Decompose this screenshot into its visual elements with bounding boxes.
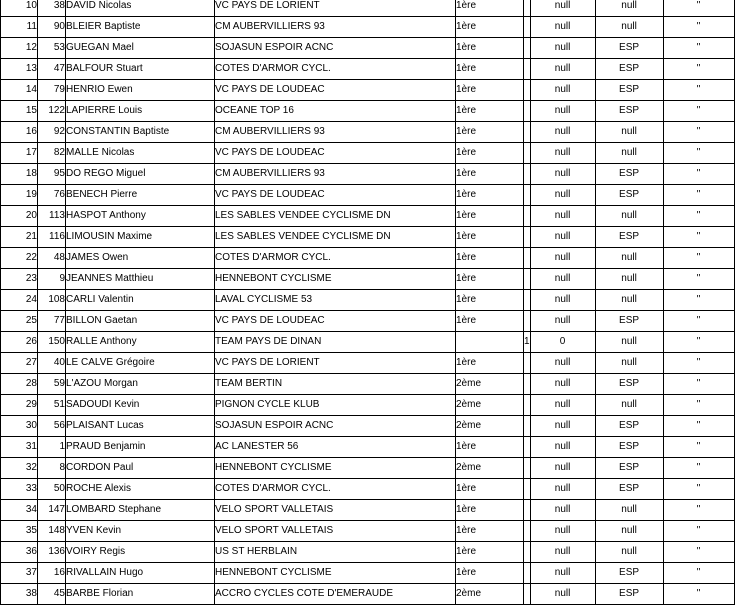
ditto-cell: " bbox=[663, 332, 734, 353]
table-row bbox=[1, 353, 735, 374]
field-1-cell: null bbox=[530, 500, 595, 521]
rank-cell: 34 bbox=[1, 500, 38, 521]
team-cell: OCEANE TOP 16 bbox=[215, 101, 456, 122]
field-1-cell: null bbox=[530, 269, 595, 290]
category-cell: 1ère bbox=[456, 185, 524, 206]
rank-cell: 11 bbox=[1, 17, 38, 38]
category-cell: 1ère bbox=[456, 542, 524, 563]
field-2-cell: ESP bbox=[595, 479, 663, 500]
table-row bbox=[1, 38, 735, 59]
table-row bbox=[1, 563, 735, 584]
field-2-cell: null bbox=[595, 353, 663, 374]
ditto-cell: " bbox=[663, 122, 734, 143]
team-cell: LES SABLES VENDEE CYCLISME DN bbox=[215, 227, 456, 248]
rider-name-cell: HASPOT Anthony bbox=[66, 206, 215, 227]
field-2-cell: ESP bbox=[595, 374, 663, 395]
bib-cell: 56 bbox=[38, 416, 66, 437]
team-cell: HENNEBONT CYCLISME bbox=[215, 563, 456, 584]
ditto-cell: " bbox=[663, 269, 734, 290]
rank-cell: 14 bbox=[1, 80, 38, 101]
team-cell: HENNEBONT CYCLISME bbox=[215, 458, 456, 479]
field-2-cell: ESP bbox=[595, 311, 663, 332]
rider-name-cell: ROCHE Alexis bbox=[66, 479, 215, 500]
field-2-cell: null bbox=[595, 521, 663, 542]
field-2-cell: null bbox=[595, 17, 663, 38]
category-cell: 1ère bbox=[456, 248, 524, 269]
bib-cell: 9 bbox=[38, 269, 66, 290]
category-cell: 2ème bbox=[456, 416, 524, 437]
team-cell: VC PAYS DE LOUDEAC bbox=[215, 80, 456, 101]
team-cell: COTES D'ARMOR CYCL. bbox=[215, 248, 456, 269]
rider-name-cell: DO REGO Miguel bbox=[66, 164, 215, 185]
category-cell: 1ère bbox=[456, 0, 524, 17]
field-2-cell: ESP bbox=[595, 416, 663, 437]
field-2-cell: null bbox=[595, 248, 663, 269]
points-cell: 1 bbox=[524, 332, 531, 353]
field-2-cell: ESP bbox=[595, 437, 663, 458]
team-cell: CM AUBERVILLIERS 93 bbox=[215, 122, 456, 143]
bib-cell: 79 bbox=[38, 80, 66, 101]
category-cell: 1ère bbox=[456, 521, 524, 542]
category-cell: 1ère bbox=[456, 437, 524, 458]
ditto-cell: " bbox=[663, 227, 734, 248]
rider-name-cell: LE CALVE Grégoire bbox=[66, 353, 215, 374]
field-2-cell: null bbox=[595, 0, 663, 17]
field-1-cell: null bbox=[530, 563, 595, 584]
category-cell: 1ère bbox=[456, 479, 524, 500]
rank-cell: 38 bbox=[1, 584, 38, 605]
rank-cell: 26 bbox=[1, 332, 38, 353]
bib-cell: 136 bbox=[38, 542, 66, 563]
field-2-cell: ESP bbox=[595, 59, 663, 80]
table-row bbox=[1, 332, 735, 353]
team-cell: VELO SPORT VALLETAIS bbox=[215, 521, 456, 542]
bib-cell: 53 bbox=[38, 38, 66, 59]
team-cell: VC PAYS DE LOUDEAC bbox=[215, 311, 456, 332]
rank-cell: 16 bbox=[1, 122, 38, 143]
ditto-cell: " bbox=[663, 563, 734, 584]
table-row bbox=[1, 437, 735, 458]
bib-cell: 51 bbox=[38, 395, 66, 416]
ditto-cell: " bbox=[663, 80, 734, 101]
bib-cell: 8 bbox=[38, 458, 66, 479]
category-cell: 2ème bbox=[456, 458, 524, 479]
rank-cell: 25 bbox=[1, 311, 38, 332]
field-1-cell: null bbox=[530, 80, 595, 101]
rank-cell: 23 bbox=[1, 269, 38, 290]
rider-name-cell: LAPIERRE Louis bbox=[66, 101, 215, 122]
category-cell: 1ère bbox=[456, 122, 524, 143]
rank-cell: 17 bbox=[1, 143, 38, 164]
rider-name-cell: BLEIER Baptiste bbox=[66, 17, 215, 38]
field-1-cell: 0 bbox=[530, 332, 595, 353]
field-2-cell: null bbox=[595, 542, 663, 563]
field-1-cell: null bbox=[530, 311, 595, 332]
field-2-cell: null bbox=[595, 269, 663, 290]
category-cell: 1ère bbox=[456, 164, 524, 185]
table-row bbox=[1, 290, 735, 311]
team-cell: CM AUBERVILLIERS 93 bbox=[215, 17, 456, 38]
ditto-cell: " bbox=[663, 311, 734, 332]
field-1-cell: null bbox=[530, 458, 595, 479]
bib-cell: 1 bbox=[38, 437, 66, 458]
bib-cell: 108 bbox=[38, 290, 66, 311]
table-row bbox=[1, 521, 735, 542]
field-1-cell: null bbox=[530, 164, 595, 185]
field-1-cell: null bbox=[530, 374, 595, 395]
rider-name-cell: PRAUD Benjamin bbox=[66, 437, 215, 458]
ditto-cell: " bbox=[663, 437, 734, 458]
team-cell: TEAM BERTIN bbox=[215, 374, 456, 395]
category-cell: 1ère bbox=[456, 101, 524, 122]
ditto-cell: " bbox=[663, 395, 734, 416]
rider-name-cell: CONSTANTIN Baptiste bbox=[66, 122, 215, 143]
field-2-cell: ESP bbox=[595, 227, 663, 248]
rank-cell: 30 bbox=[1, 416, 38, 437]
rider-name-cell: BALFOUR Stuart bbox=[66, 59, 215, 80]
category-cell bbox=[456, 332, 524, 353]
team-cell: CM AUBERVILLIERS 93 bbox=[215, 164, 456, 185]
table-row bbox=[1, 122, 735, 143]
ditto-cell: " bbox=[663, 479, 734, 500]
rank-cell: 31 bbox=[1, 437, 38, 458]
category-cell: 1ère bbox=[456, 17, 524, 38]
bib-cell: 95 bbox=[38, 164, 66, 185]
field-2-cell: null bbox=[595, 500, 663, 521]
table-row bbox=[1, 542, 735, 563]
field-1-cell: null bbox=[530, 290, 595, 311]
team-cell: LES SABLES VENDEE CYCLISME DN bbox=[215, 206, 456, 227]
table-row bbox=[1, 416, 735, 437]
team-cell: US ST HERBLAIN bbox=[215, 542, 456, 563]
bib-cell: 47 bbox=[38, 59, 66, 80]
rank-cell: 29 bbox=[1, 395, 38, 416]
table-row bbox=[1, 479, 735, 500]
category-cell: 1ère bbox=[456, 500, 524, 521]
category-cell: 1ère bbox=[456, 80, 524, 101]
category-cell: 1ère bbox=[456, 59, 524, 80]
field-1-cell: null bbox=[530, 143, 595, 164]
rank-cell: 15 bbox=[1, 101, 38, 122]
rank-cell: 27 bbox=[1, 353, 38, 374]
team-cell: VC PAYS DE LOUDEAC bbox=[215, 185, 456, 206]
category-cell: 1ère bbox=[456, 563, 524, 584]
field-2-cell: null bbox=[595, 395, 663, 416]
bib-cell: 59 bbox=[38, 374, 66, 395]
team-cell: ACCRO CYCLES COTE D'EMERAUDE bbox=[215, 584, 456, 605]
rider-name-cell: BARBE Florian bbox=[66, 584, 215, 605]
rider-name-cell: VOIRY Regis bbox=[66, 542, 215, 563]
rank-cell: 10 bbox=[1, 0, 38, 17]
bib-cell: 82 bbox=[38, 143, 66, 164]
rider-name-cell: HENRIO Ewen bbox=[66, 80, 215, 101]
rank-cell: 36 bbox=[1, 542, 38, 563]
team-cell: SOJASUN ESPOIR ACNC bbox=[215, 416, 456, 437]
team-cell: LAVAL CYCLISME 53 bbox=[215, 290, 456, 311]
bib-cell: 122 bbox=[38, 101, 66, 122]
field-2-cell: null bbox=[595, 122, 663, 143]
rider-name-cell: CORDON Paul bbox=[66, 458, 215, 479]
rider-name-cell: MALLE Nicolas bbox=[66, 143, 215, 164]
field-1-cell: null bbox=[530, 227, 595, 248]
category-cell: 1ère bbox=[456, 206, 524, 227]
team-cell: VELO SPORT VALLETAIS bbox=[215, 500, 456, 521]
bib-cell: 150 bbox=[38, 332, 66, 353]
bib-cell: 50 bbox=[38, 479, 66, 500]
table-row bbox=[1, 59, 735, 80]
field-1-cell: null bbox=[530, 59, 595, 80]
rank-cell: 12 bbox=[1, 38, 38, 59]
rank-cell: 24 bbox=[1, 290, 38, 311]
bib-cell: 148 bbox=[38, 521, 66, 542]
rider-name-cell: SADOUDI Kevin bbox=[66, 395, 215, 416]
team-cell: COTES D'ARMOR CYCL. bbox=[215, 479, 456, 500]
team-cell: VC PAYS DE LORIENT bbox=[215, 0, 456, 17]
bib-cell: 16 bbox=[38, 563, 66, 584]
field-2-cell: ESP bbox=[595, 563, 663, 584]
team-cell: VC PAYS DE LOUDEAC bbox=[215, 143, 456, 164]
bib-cell: 45 bbox=[38, 584, 66, 605]
team-cell: TEAM PAYS DE DINAN bbox=[215, 332, 456, 353]
ditto-cell: " bbox=[663, 101, 734, 122]
bib-cell: 40 bbox=[38, 353, 66, 374]
bib-cell: 76 bbox=[38, 185, 66, 206]
field-2-cell: ESP bbox=[595, 80, 663, 101]
bib-cell: 92 bbox=[38, 122, 66, 143]
rank-cell: 18 bbox=[1, 164, 38, 185]
rank-cell: 22 bbox=[1, 248, 38, 269]
ditto-cell: " bbox=[663, 500, 734, 521]
table-row bbox=[1, 143, 735, 164]
rider-name-cell: RIVALLAIN Hugo bbox=[66, 563, 215, 584]
field-2-cell: ESP bbox=[595, 38, 663, 59]
ditto-cell: " bbox=[663, 458, 734, 479]
field-1-cell: null bbox=[530, 122, 595, 143]
rider-name-cell: L'AZOU Morgan bbox=[66, 374, 215, 395]
bib-cell: 90 bbox=[38, 17, 66, 38]
table-row bbox=[1, 0, 735, 17]
rank-cell: 32 bbox=[1, 458, 38, 479]
field-2-cell: ESP bbox=[595, 101, 663, 122]
table-row bbox=[1, 269, 735, 290]
rider-name-cell: JAMES Owen bbox=[66, 248, 215, 269]
field-2-cell: null bbox=[595, 206, 663, 227]
field-1-cell: null bbox=[530, 584, 595, 605]
table-row bbox=[1, 80, 735, 101]
ditto-cell: " bbox=[663, 248, 734, 269]
ditto-cell: " bbox=[663, 164, 734, 185]
team-cell: HENNEBONT CYCLISME bbox=[215, 269, 456, 290]
field-1-cell: null bbox=[530, 542, 595, 563]
ditto-cell: " bbox=[663, 353, 734, 374]
team-cell: PIGNON CYCLE KLUB bbox=[215, 395, 456, 416]
ditto-cell: " bbox=[663, 185, 734, 206]
field-1-cell: null bbox=[530, 101, 595, 122]
field-1-cell: null bbox=[530, 38, 595, 59]
rider-name-cell: LIMOUSIN Maxime bbox=[66, 227, 215, 248]
rider-name-cell: BILLON Gaetan bbox=[66, 311, 215, 332]
rank-cell: 21 bbox=[1, 227, 38, 248]
rider-name-cell: RALLE Anthony bbox=[66, 332, 215, 353]
bib-cell: 147 bbox=[38, 500, 66, 521]
table-row bbox=[1, 374, 735, 395]
table-row bbox=[1, 584, 735, 605]
field-1-cell: null bbox=[530, 521, 595, 542]
ditto-cell: " bbox=[663, 290, 734, 311]
category-cell: 2ème bbox=[456, 374, 524, 395]
table-row bbox=[1, 206, 735, 227]
field-1-cell: null bbox=[530, 479, 595, 500]
field-1-cell: null bbox=[530, 0, 595, 17]
field-1-cell: null bbox=[530, 17, 595, 38]
table-row bbox=[1, 311, 735, 332]
rank-cell: 19 bbox=[1, 185, 38, 206]
ditto-cell: " bbox=[663, 0, 734, 17]
ditto-cell: " bbox=[663, 521, 734, 542]
field-2-cell: null bbox=[595, 332, 663, 353]
bib-cell: 38 bbox=[38, 0, 66, 17]
field-2-cell: ESP bbox=[595, 458, 663, 479]
team-cell: VC PAYS DE LORIENT bbox=[215, 353, 456, 374]
rider-name-cell: GUEGAN Mael bbox=[66, 38, 215, 59]
rider-name-cell: YVEN Kevin bbox=[66, 521, 215, 542]
rank-cell: 37 bbox=[1, 563, 38, 584]
category-cell: 2ème bbox=[456, 395, 524, 416]
ditto-cell: " bbox=[663, 206, 734, 227]
ditto-cell: " bbox=[663, 416, 734, 437]
field-1-cell: null bbox=[530, 416, 595, 437]
table-row bbox=[1, 395, 735, 416]
ditto-cell: " bbox=[663, 17, 734, 38]
rank-cell: 35 bbox=[1, 521, 38, 542]
field-1-cell: null bbox=[530, 206, 595, 227]
bib-cell: 113 bbox=[38, 206, 66, 227]
category-cell: 1ère bbox=[456, 353, 524, 374]
table-row bbox=[1, 500, 735, 521]
bib-cell: 48 bbox=[38, 248, 66, 269]
field-1-cell: null bbox=[530, 353, 595, 374]
ditto-cell: " bbox=[663, 374, 734, 395]
ditto-cell: " bbox=[663, 143, 734, 164]
field-2-cell: ESP bbox=[595, 164, 663, 185]
team-cell: AC LANESTER 56 bbox=[215, 437, 456, 458]
bib-cell: 116 bbox=[38, 227, 66, 248]
results-body bbox=[1, 0, 735, 605]
team-cell: COTES D'ARMOR CYCL. bbox=[215, 59, 456, 80]
field-2-cell: null bbox=[595, 143, 663, 164]
field-2-cell: null bbox=[595, 290, 663, 311]
category-cell: 1ère bbox=[456, 143, 524, 164]
category-cell: 1ère bbox=[456, 311, 524, 332]
ditto-cell: " bbox=[663, 38, 734, 59]
rank-cell: 13 bbox=[1, 59, 38, 80]
field-1-cell: null bbox=[530, 395, 595, 416]
category-cell: 1ère bbox=[456, 227, 524, 248]
field-2-cell: ESP bbox=[595, 584, 663, 605]
team-cell: SOJASUN ESPOIR ACNC bbox=[215, 38, 456, 59]
field-1-cell: null bbox=[530, 437, 595, 458]
ditto-cell: " bbox=[663, 59, 734, 80]
table-row bbox=[1, 185, 735, 206]
category-cell: 1ère bbox=[456, 38, 524, 59]
table-row bbox=[1, 17, 735, 38]
table-row bbox=[1, 248, 735, 269]
table-row bbox=[1, 101, 735, 122]
table-row bbox=[1, 164, 735, 185]
rider-name-cell: BENECH Pierre bbox=[66, 185, 215, 206]
rank-cell: 20 bbox=[1, 206, 38, 227]
table-row bbox=[1, 227, 735, 248]
rider-name-cell: CARLI Valentin bbox=[66, 290, 215, 311]
ditto-cell: " bbox=[663, 584, 734, 605]
field-2-cell: ESP bbox=[595, 185, 663, 206]
category-cell: 1ère bbox=[456, 290, 524, 311]
rider-name-cell: PLAISANT Lucas bbox=[66, 416, 215, 437]
ditto-cell: " bbox=[663, 542, 734, 563]
category-cell: 2ème bbox=[456, 584, 524, 605]
field-1-cell: null bbox=[530, 185, 595, 206]
rider-name-cell: JEANNES Matthieu bbox=[66, 269, 215, 290]
field-1-cell: null bbox=[530, 248, 595, 269]
table-row bbox=[1, 458, 735, 479]
category-cell: 1ère bbox=[456, 269, 524, 290]
rider-name-cell: LOMBARD Stephane bbox=[66, 500, 215, 521]
bib-cell: 77 bbox=[38, 311, 66, 332]
rank-cell: 33 bbox=[1, 479, 38, 500]
rank-cell: 28 bbox=[1, 374, 38, 395]
rider-name-cell: DAVID Nicolas bbox=[66, 0, 215, 17]
